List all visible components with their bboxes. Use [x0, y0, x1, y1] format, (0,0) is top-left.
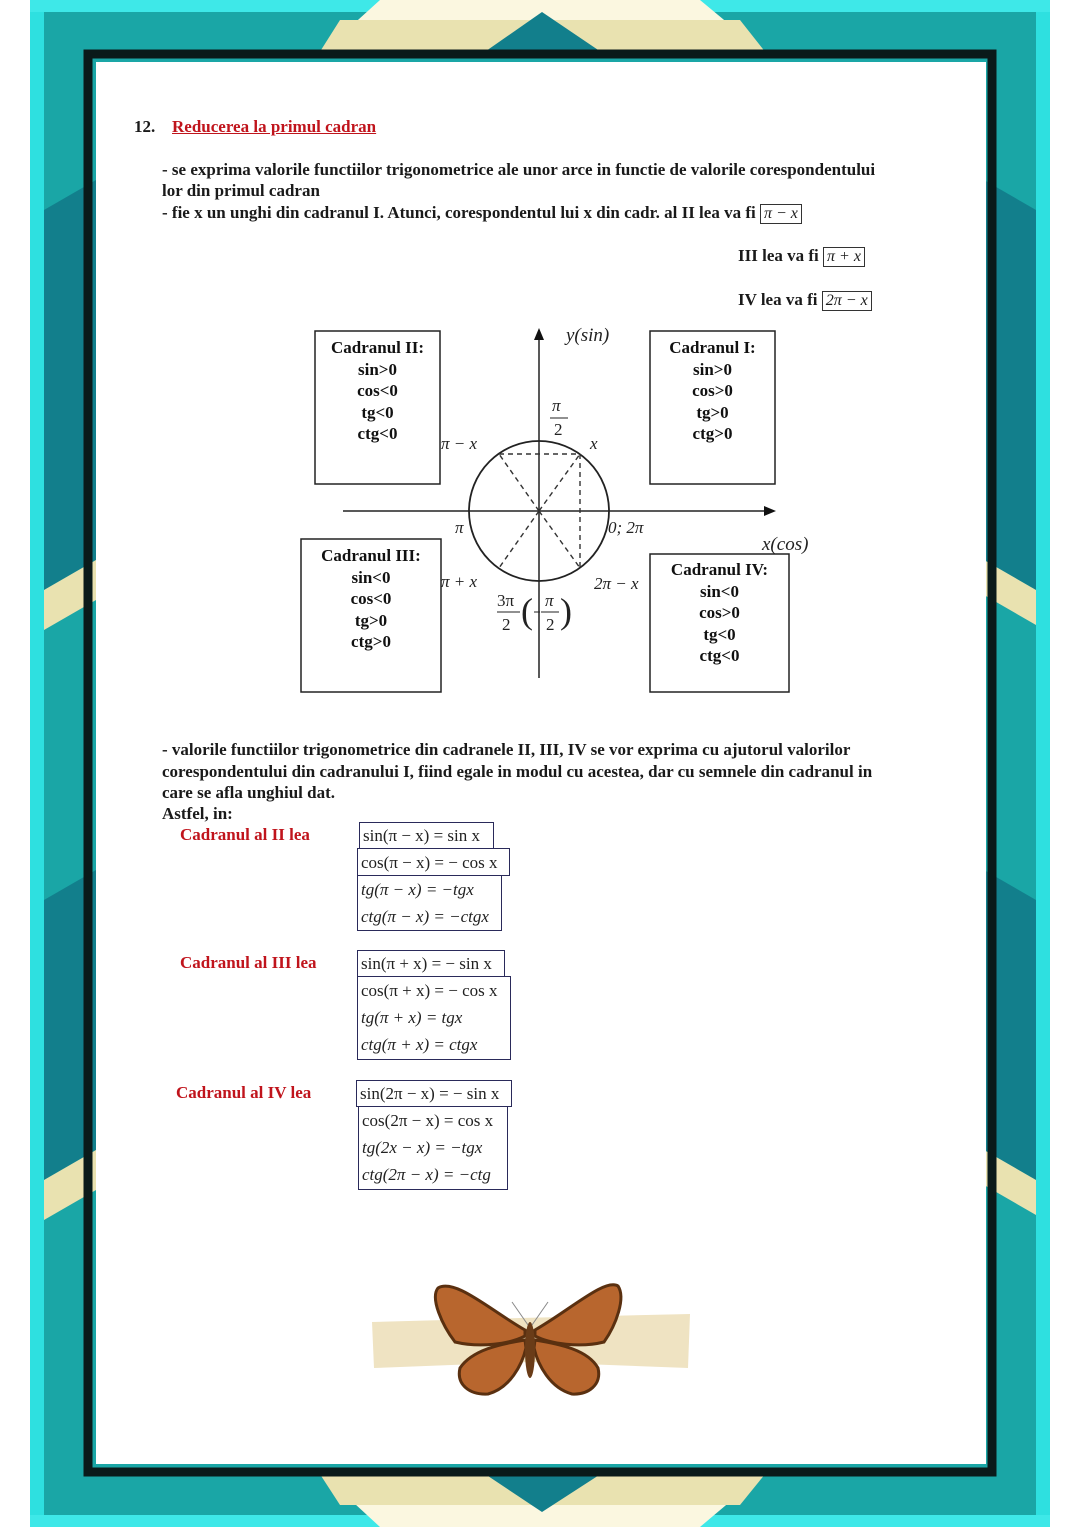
- quadrant-2-box: [315, 331, 440, 484]
- quadrant-4-cos: cos>0: [699, 603, 740, 622]
- formula-q3-line-4: ctg(π + x) = ctgx: [361, 1035, 478, 1054]
- formula-q3-box-2: [357, 976, 511, 1060]
- label-pi-plus-x: π + x: [441, 572, 478, 591]
- formula-q3-line-2: cos(π + x) = − cos x: [361, 981, 498, 1000]
- formula-q2-line-1: sin(π − x) = sin x: [363, 826, 481, 845]
- quadrant-2-tg: tg<0: [361, 402, 394, 422]
- label-2pi-minus-x: 2π − x: [594, 574, 639, 593]
- quadrant-4-title: Cadranul IV:: [670, 560, 769, 579]
- label-paren-open: (: [521, 591, 533, 631]
- label-x: x: [590, 434, 598, 453]
- explanation-line-2: corespondentului din cadranului I, fiind egale in modul cu acestea, dar cu semnele din cadranul in: [162, 762, 873, 781]
- quadrant-3-sin: sin<0: [351, 567, 391, 587]
- formula-q3-line-1: sin(π + x) = − sin x: [361, 954, 492, 973]
- y-axis-label: y(sin): [566, 325, 610, 346]
- two-pi-minus-x-box: 2π − x: [822, 291, 872, 311]
- formula-q2-box-1: [359, 822, 494, 849]
- formula-q2-line-2: cos(π − x) = − cos x: [361, 853, 498, 872]
- label-3pi-den: 2: [502, 615, 511, 634]
- quadrant-3-title: Cadranul III:: [321, 546, 421, 565]
- quadrant-3-ctg: ctg>0: [351, 632, 391, 651]
- quadrant-1-cos: cos>0: [692, 381, 733, 400]
- quadrant-3-tg: tg>0: [354, 610, 388, 630]
- explanation-line-4: Astfel, in:: [162, 804, 233, 823]
- butterfly-image: [360, 1270, 700, 1410]
- label-neg-pi-den: 2: [546, 615, 555, 634]
- quadrant-4-box: [650, 554, 789, 692]
- intro-line-3-text: - fie x un unghi din cadranul I. Atunci, corespondentul lui x din cadr. al II lea va fi: [162, 203, 756, 222]
- formula-label-q4: Cadranul al IV lea: [176, 1083, 312, 1102]
- label-zero-2pi: 0; 2π: [608, 518, 644, 537]
- explanation-line-3: care se afla unghiul dat.: [162, 783, 336, 802]
- quadrant-1-sin: sin>0: [693, 359, 732, 379]
- formula-q4-line-4: ctg(2π − x) = −ctg: [362, 1165, 491, 1184]
- formula-label-q2: Cadranul al II lea: [180, 825, 310, 844]
- formula-q4-box-1: [356, 1080, 512, 1107]
- quadrant-1-box: [650, 331, 775, 484]
- formula-q3-line-3: tg(π + x) = tgx: [361, 1008, 463, 1027]
- formula-q2-box-3: [357, 875, 502, 931]
- formula-q2-line-3: tg(π − x) = −tgx: [361, 880, 474, 899]
- quadrant-4-ctg: ctg<0: [699, 646, 740, 665]
- quadrant-2-ctg: ctg<0: [357, 424, 398, 443]
- quadrant-4-sin: sin<0: [700, 581, 739, 601]
- quadrant-4-tg: tg<0: [703, 624, 736, 644]
- label-paren-close: ): [560, 591, 572, 631]
- label-3pi-num: 3π: [497, 591, 515, 610]
- intro-line-5-text: IV lea va fi: [738, 290, 818, 309]
- quadrant-1-ctg: ctg>0: [692, 424, 733, 443]
- explanation-line-1: - valorile functiilor trigonometrice din cadranele II, III, IV se vor exprima cu ajutorul valorilor: [162, 740, 851, 759]
- label-pi: π: [455, 518, 464, 537]
- section-title: Reducerea la primul cadran: [172, 117, 377, 136]
- section-number: 12.: [134, 117, 156, 136]
- formula-q3-box-1: [357, 950, 505, 977]
- formula-q4-line-3: tg(2x − x) = −tgx: [362, 1138, 483, 1157]
- x-axis-label: x(cos): [762, 534, 809, 555]
- label-pi-over-2-den: 2: [554, 420, 563, 439]
- intro-line-2: lor din primul cadran: [162, 181, 320, 200]
- intro-line-1: - se exprima valorile functiilor trigonometrice ale unor arce in functie de valorile corespondentului: [162, 160, 876, 179]
- formula-q4-line-2: cos(2π − x) = cos x: [362, 1111, 494, 1130]
- label-pi-over-2-num: π: [552, 396, 561, 415]
- quadrant-2-cos: cos<0: [357, 381, 398, 400]
- formula-q2-box-2: [357, 848, 510, 876]
- quadrant-1-tg: tg>0: [696, 402, 729, 422]
- quadrant-2-title: Cadranul II:: [330, 338, 425, 357]
- formula-label-q3: Cadranul al III lea: [180, 953, 317, 972]
- quadrant-2-sin: sin>0: [358, 359, 397, 379]
- intro-line-4-text: III lea va fi: [738, 246, 819, 265]
- label-pi-minus-x: π − x: [441, 434, 478, 453]
- label-neg-pi-num: π: [545, 591, 554, 610]
- quadrant-1-title: Cadranul I:: [669, 338, 756, 357]
- pi-minus-x-box: π − x: [760, 204, 802, 224]
- quadrant-3-cos: cos<0: [350, 589, 392, 608]
- pi-plus-x-box: π + x: [823, 247, 865, 267]
- quadrant-3-box: [301, 539, 441, 692]
- formula-q2-line-4: ctg(π − x) = −ctgx: [361, 907, 489, 926]
- formula-q4-line-1: sin(2π − x) = − sin x: [360, 1084, 500, 1103]
- formula-q4-box-2: [358, 1106, 508, 1190]
